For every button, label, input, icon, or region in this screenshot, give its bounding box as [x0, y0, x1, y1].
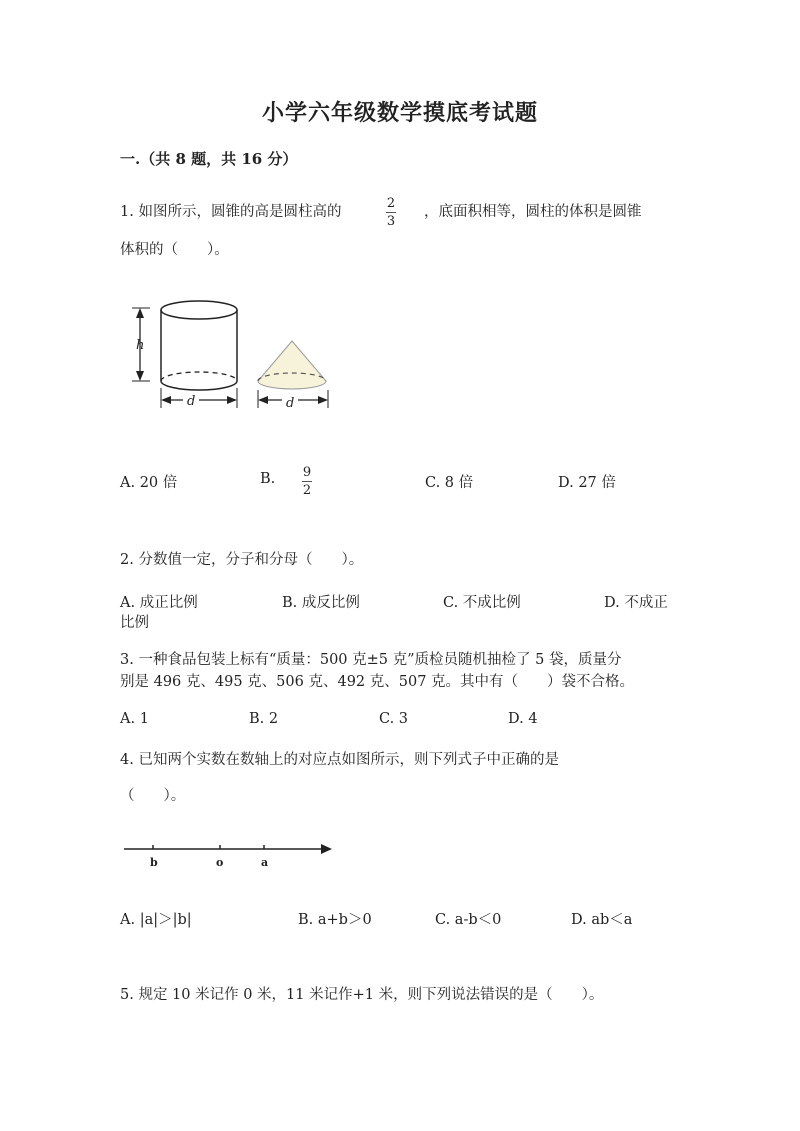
label-a: a — [261, 856, 269, 869]
q1-option-b-numerator: 9 — [302, 465, 312, 480]
q2-option-c[interactable]: C. 不成比例 — [443, 595, 521, 611]
q4-text-line1: 4. 已知两个实数在数轴上的对应点如图所示，则下列式子中正确的是 — [120, 752, 559, 768]
section-heading: 一.（共 8 题，共 16 分） — [120, 150, 298, 168]
number-line-figure — [120, 838, 336, 874]
q1-fraction-denominator: 3 — [386, 214, 396, 229]
q3-text-line2: 别是 496 克、495 克、506 克、492 克、507 克。其中有（ ）袋不合格。 — [120, 674, 635, 690]
q3-option-d[interactable]: D. 4 — [508, 711, 538, 727]
q3-option-a[interactable]: A. 1 — [120, 711, 149, 727]
q1-option-c[interactable]: C. 8 倍 — [425, 475, 474, 491]
cylinder-bottom-back-dashed — [161, 372, 237, 381]
label-o: o — [216, 856, 224, 869]
q1-option-b-fraction — [302, 465, 312, 498]
q1-fraction — [386, 196, 396, 229]
cone-diameter-label: d — [286, 396, 295, 411]
height-label: h — [136, 338, 145, 353]
q1-text-part3: 体积的（ ）。 — [120, 242, 229, 258]
q1-text-part2: ，底面积相等，圆柱的体积是圆锥 — [424, 204, 642, 220]
cone-diameter-arrow-left — [258, 396, 268, 404]
q3-option-b[interactable]: B. 2 — [249, 711, 279, 727]
cyl-diameter-arrow-right — [227, 396, 237, 404]
page-title: 小学六年级数学摸底考试题 — [261, 100, 538, 126]
q1-fraction-numerator: 2 — [386, 196, 396, 211]
q3-option-c[interactable]: C. 3 — [379, 711, 409, 727]
q1-option-d[interactable]: D. 27 倍 — [558, 475, 616, 491]
label-b: b — [150, 856, 158, 869]
q5-text: 5. 规定 10 米记作 0 米，11 米记作+1 米，则下列说法错误的是（ ）。 — [120, 987, 604, 1003]
q1-option-b-denominator: 2 — [302, 483, 312, 498]
fraction-bar — [302, 481, 312, 482]
q1-option-a[interactable]: A. 20 倍 — [120, 475, 178, 491]
q4-text-line2: （ ）。 — [120, 788, 186, 804]
cone-diameter-arrow-right — [318, 396, 328, 404]
height-arrow-head-up — [136, 308, 144, 318]
cylinder-top-ellipse — [161, 301, 237, 319]
q4-option-c[interactable]: C. a-b＜0 — [435, 912, 502, 928]
q1-text-part1: 1. 如图所示，圆锥的高是圆柱高的 — [120, 204, 342, 220]
cylinder-cone-figure — [120, 290, 350, 420]
q2-text: 2. 分数值一定，分子和分母（ ）。 — [120, 552, 364, 568]
q1-option-b-label[interactable]: B. — [260, 471, 276, 487]
q3-text-line1: 3. 一种食品包装上标有“质量：500 克±5 克”质检员随机抽检了 5 袋，质量分 — [120, 652, 622, 668]
cyl-diameter-label: d — [187, 394, 196, 409]
q2-option-a[interactable]: A. 成正比例 — [120, 595, 198, 611]
height-arrow-head-down — [136, 371, 144, 381]
cyl-diameter-arrow-left — [161, 396, 171, 404]
q4-option-a[interactable]: A. |a|＞|b| — [120, 912, 192, 928]
q2-option-b[interactable]: B. 成反比例 — [282, 595, 360, 611]
q4-option-d[interactable]: D. ab＜a — [571, 912, 633, 928]
q2-option-d-line1[interactable]: D. 不成正 — [604, 595, 668, 611]
q4-option-b[interactable]: B. a+b＞0 — [298, 912, 372, 928]
q2-option-d-line2[interactable]: 比例 — [120, 615, 149, 631]
number-line-arrow-icon — [321, 844, 332, 854]
cylinder-bottom-front — [161, 381, 237, 390]
cone-body — [258, 341, 326, 389]
fraction-bar — [386, 212, 396, 213]
